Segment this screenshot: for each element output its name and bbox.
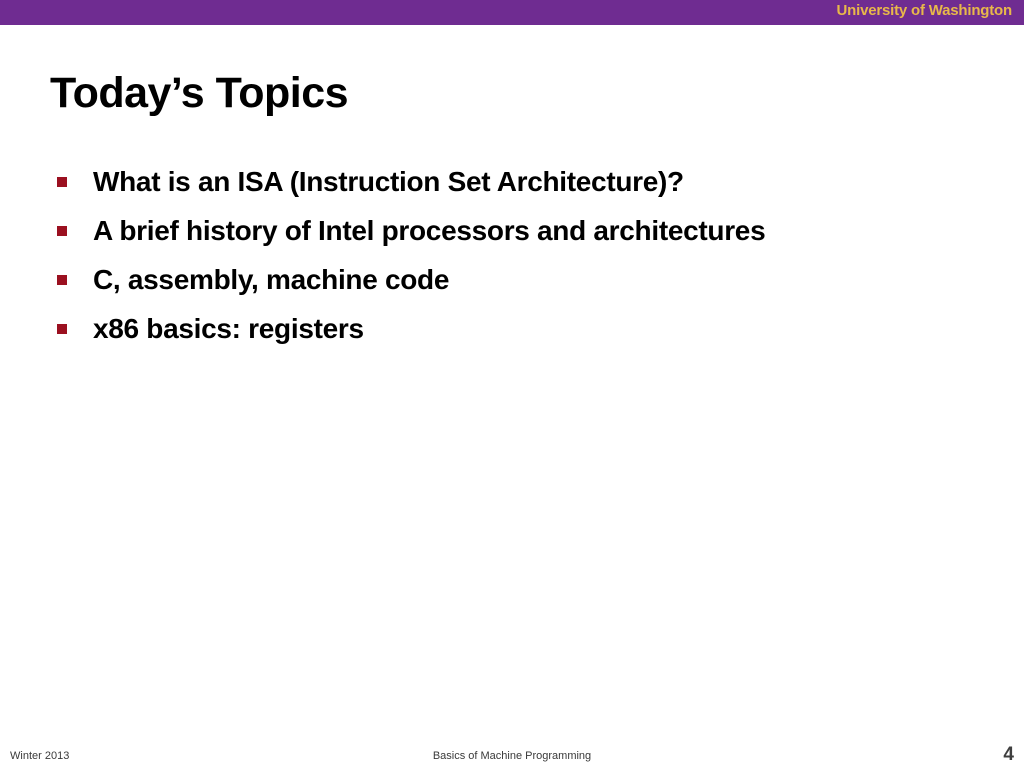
list-item — [57, 157, 765, 206]
footer-term: Winter 2013 — [10, 750, 70, 762]
list-item-text: A brief history of Intel processors and architectures — [93, 215, 766, 246]
topic-list — [57, 157, 765, 353]
list-item-text: What is an ISA (Instruction Set Architecture)? — [93, 166, 684, 197]
list-item — [57, 304, 765, 353]
square-bullet-icon — [57, 177, 67, 187]
list-item-text: C, assembly, machine code — [93, 264, 450, 295]
square-bullet-icon — [57, 275, 67, 285]
institution-name: University of Washington — [836, 2, 1012, 19]
page-number: 4 — [1003, 744, 1014, 765]
footer-topic: Basics of Machine Programming — [432, 750, 592, 762]
slide-title: Today’s Topics — [50, 69, 349, 117]
header-bar — [0, 0, 1024, 25]
list-item — [57, 255, 765, 304]
list-item — [57, 206, 765, 255]
square-bullet-icon — [57, 324, 67, 334]
list-item-text: x86 basics: registers — [93, 313, 364, 344]
square-bullet-icon — [57, 226, 67, 236]
